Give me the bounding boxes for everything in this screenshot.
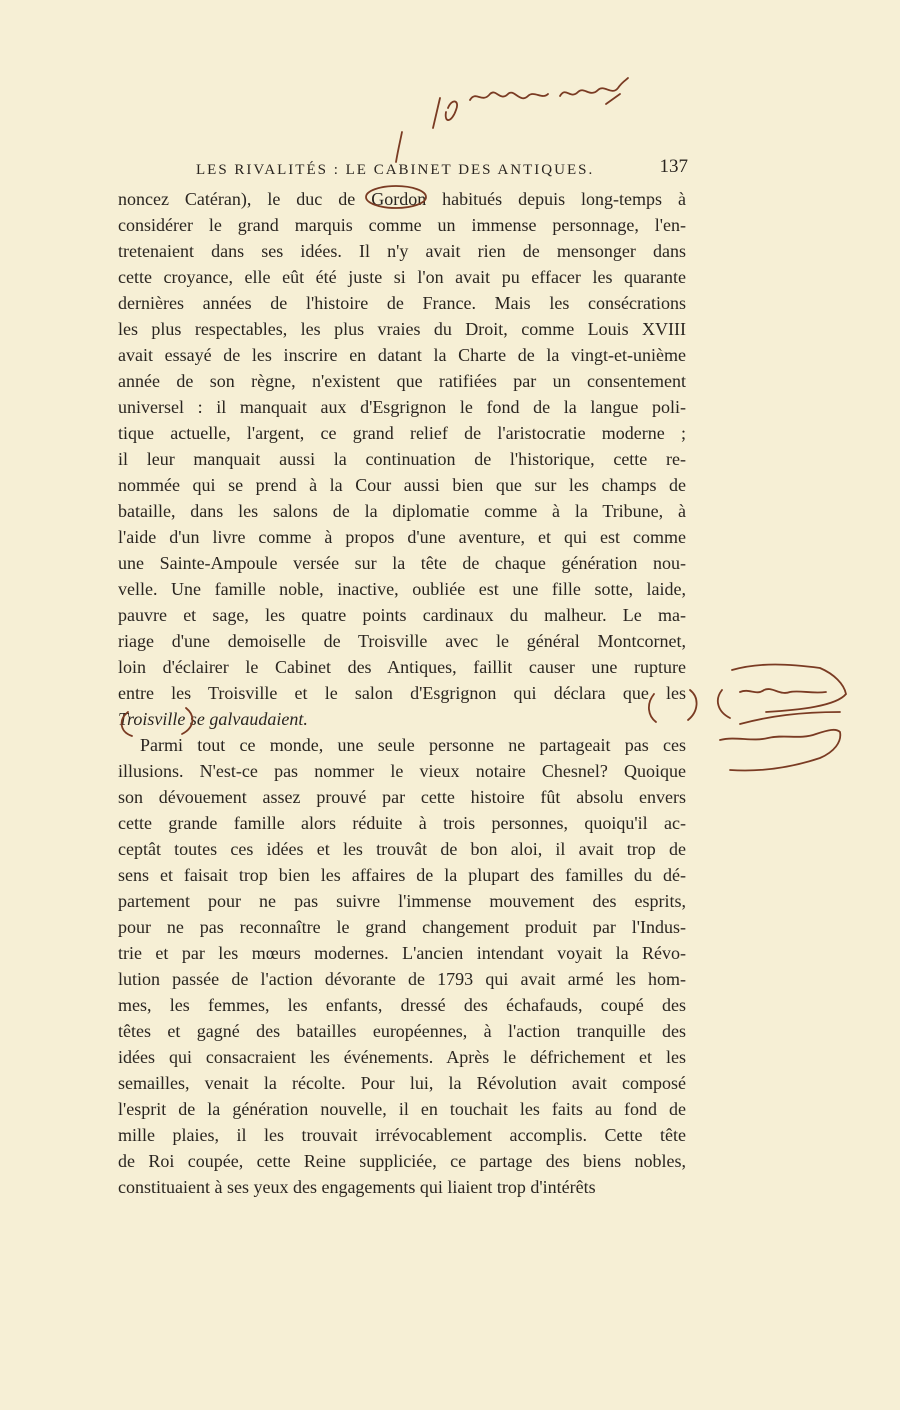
text-line: l'esprit de la génération nouvelle, il en touchait les faits au fond de <box>118 1099 686 1119</box>
text-line: cette croyance, elle eût été juste si l'on avait pu effacer les quarante <box>118 267 686 287</box>
top-margin-scribble <box>433 98 457 128</box>
text-line: riage d'une demoiselle de Troisville avec le général Montcornet, <box>118 631 686 651</box>
text-line: l'aide d'un livre comme à propos d'une aventure, et qui est comme <box>118 527 686 547</box>
text-line: ceptât toutes ces idées et les trouvât de bon aloi, il avait trop de <box>118 839 686 859</box>
top-margin-scribble-word <box>470 92 548 100</box>
text-line: avait essayé de les inscrire en datant la Charte de la vingt-et-unième <box>118 345 686 365</box>
text-line: têtes et gagné des batailles européennes, à l'action tranquille des <box>118 1021 686 1041</box>
text-line: cette grande famille alors réduite à trois personnes, quoiqu'il ac- <box>118 813 686 833</box>
text-line: lution passée de l'action dévorante de 1793 qui avait armé les hom- <box>118 969 686 989</box>
text-line: tretenaient dans ses idées. Il n'y avait rien de mensonger dans <box>118 241 686 261</box>
text-line: idées qui consacraient les événements. Après le défrichement et les <box>118 1047 686 1067</box>
page-number: 137 <box>659 156 688 177</box>
margin-note-3 <box>720 730 840 771</box>
text-line: son dévouement assez prouvé par cette histoire fût absolu envers <box>118 787 686 807</box>
text-line: noncez Catéran), le duc de Gordon habitués depuis long-temps à <box>118 189 686 209</box>
text-line: trie et par les mœurs modernes. L'ancien intendant voyait la Révo- <box>118 943 686 963</box>
text-line: sens et faisait trop bien les affaires de la plupart des familles du dé- <box>118 865 686 885</box>
text-line: tique actuelle, l'argent, ce grand relief de l'aristocratie moderne ; <box>118 423 686 443</box>
text-line: il leur manquait aussi la continuation de l'historique, cette re- <box>118 449 686 469</box>
margin-note-1 <box>732 665 846 713</box>
text-line: semailles, venait la récolte. Pour lui, la Révolution avait composé <box>118 1073 686 1093</box>
text-line: considérer le grand marquis comme un immense personnage, l'en- <box>118 215 686 235</box>
text-line: illusions. N'est-ce pas nommer le vieux notaire Chesnel? Quoique <box>118 761 686 781</box>
text-line: année de son règne, n'existent que ratifiées par un consentement <box>118 371 686 391</box>
text-line: mille plaies, il les trouvait irrévocablement accomplis. Cette tête <box>118 1125 686 1145</box>
text-line: universel : il manquait aux d'Esgrignon le fond de la langue poli- <box>118 397 686 417</box>
page-header <box>196 156 688 186</box>
margin-note-4 <box>740 712 840 724</box>
text-line: Parmi tout ce monde, une seule personne ne partageait pas ces <box>140 735 686 755</box>
text-line: entre les Troisville et le salon d'Esgrignon qui déclara que les <box>118 683 686 703</box>
text-line: bataille, dans les salons de la diplomatie comme à la Tribune, à <box>118 501 686 521</box>
margin-note-2 <box>718 689 826 718</box>
top-margin-scribble-word2 <box>560 78 628 104</box>
text-line: Troisville se galvaudaient. <box>118 709 308 729</box>
body-text <box>118 186 686 1200</box>
running-title: LES RIVALITÉS : LE CABINET DES ANTIQUES. <box>196 162 595 178</box>
text-line: dernières années de l'histoire de France. Mais les consécrations <box>118 293 686 313</box>
text-line: loin d'éclairer le Cabinet des Antiques, faillit causer une rupture <box>118 657 686 677</box>
text-line: velle. Une famille noble, inactive, oubliée est une fille sotte, laide, <box>118 579 686 599</box>
text-line: constituaient à ses yeux des engagements qui liaient trop d'intérêts <box>118 1177 596 1197</box>
text-line: pour ne pas reconnaître le grand changement produit par l'Indus- <box>118 917 686 937</box>
text-line: nommée qui se prend à la Cour aussi bien que sur les champs de <box>118 475 686 495</box>
text-line: les plus respectables, les plus vraies du Droit, comme Louis XVIII <box>118 319 686 339</box>
text-line: pauvre et sage, les quatre points cardinaux du malheur. Le ma- <box>118 605 686 625</box>
text-line: partement pour ne pas suivre l'immense mouvement des esprits, <box>118 891 686 911</box>
text-line: mes, les femmes, les enfants, dressé des échafauds, coupé des <box>118 995 686 1015</box>
text-line: une Sainte-Ampoule versée sur la tête de chaque génération nou- <box>118 553 686 573</box>
text-line: de Roi coupée, cette Reine suppliciée, ce partage des biens nobles, <box>118 1151 686 1171</box>
